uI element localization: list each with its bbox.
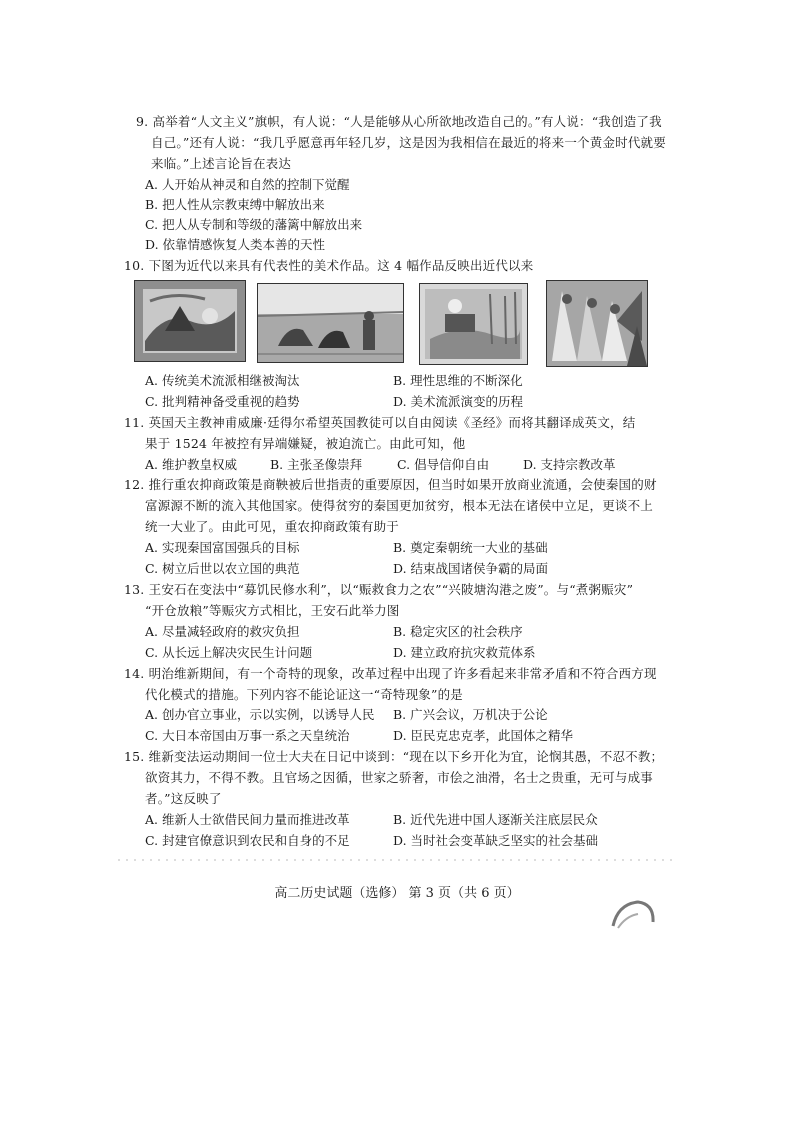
question-15-option-b: B. 近代先进中国人逐渐关注底层民众	[393, 812, 598, 827]
question-9-option-b: B. 把人性从宗教束缚中解放出来	[145, 197, 325, 212]
question-9-stem-line-2: 自己。”还有人说：“我几乎愿意再年轻几岁，这是因为我相信在最近的将来一个黄金时代就要	[151, 135, 666, 150]
question-10-stem: 10. 下图为近代以来具有代表性的美术作品。这 4 幅作品反映出近代以来	[124, 258, 534, 273]
scan-dotted-line	[118, 858, 678, 862]
question-13-option-b: B. 稳定灾区的社会秩序	[393, 624, 523, 639]
question-11-option-c: C. 倡导信仰自由	[397, 457, 490, 472]
artwork-3	[419, 283, 528, 365]
question-11-option-a: A. 维护教皇权威	[145, 457, 237, 472]
question-15-option-a: A. 维新人士欲借民间力量而推进改革	[145, 812, 350, 827]
question-13-option-c: C. 从长远上解决灾民生计问题	[145, 645, 313, 660]
page-footer: 高二历史试题（选修） 第 3 页（共 6 页）	[274, 886, 520, 901]
question-14-option-c: C. 大日本帝国由万事一系之天皇统治	[145, 728, 350, 743]
question-11-option-d: D. 支持宗教改革	[523, 457, 616, 472]
question-12-option-c: C. 树立后世以农立国的典范	[145, 561, 300, 576]
question-10-option-d: D. 美术流派演变的历程	[393, 394, 524, 409]
question-13-stem-line-1: 13. 王安石在变法中“募饥民修水利”，以“赈救食力之农”“兴陂塘沟港之废”。与“煮粥赈灾”	[124, 582, 634, 597]
question-9-option-d: D. 依靠情感恢复人类本善的天性	[145, 237, 326, 252]
question-9-stem-line-3: 来临。”上述言论旨在表达	[151, 156, 292, 171]
question-13-stem-line-2: “开仓放粮”等赈灾方式相比，王安石此举力图	[145, 603, 400, 618]
question-11-stem-line-1: 11. 英国天主教神甫威廉·廷得尔希望英国教徒可以自由阅读《圣经》而将其翻译成英文，结	[124, 415, 636, 430]
question-9-option-c: C. 把人从专制和等级的藩篱中解放出来	[145, 217, 363, 232]
question-12-option-d: D. 结束战国诸侯争霸的局面	[393, 561, 549, 576]
question-15-stem-line-1: 15. 维新变法运动期间一位士大夫在日记中谈到：“现在以下乡开化为宜，论悯其愚，不忍不教；	[124, 749, 664, 764]
question-11-stem-line-2: 果于 1524 年被控有异端嫌疑，被迫流亡。由此可知，他	[145, 436, 466, 451]
question-9-option-a: A. 人开始从神灵和自然的控制下觉醒	[145, 177, 350, 192]
question-14-option-d: D. 臣民克忠克孝，此国体之精华	[393, 728, 574, 743]
question-14-option-a: A. 创办官立事业，示以实例，以诱导人民	[145, 707, 375, 722]
artwork-4	[546, 280, 648, 367]
question-12-stem-line-2: 富源源不断的流入其他国家。使得贫穷的秦国更加贫穷，根本无法在诸侯中立足，更谈不上	[145, 498, 654, 513]
question-12-option-a: A. 实现秦国富国强兵的目标	[145, 540, 300, 555]
question-12-stem-line-3: 统一大业了。由此可见，重农抑商政策有助于	[145, 519, 400, 534]
question-11-option-b: B. 主张圣像崇拜	[270, 457, 363, 472]
question-15-option-d: D. 当时社会变革缺乏坚实的社会基础	[393, 833, 599, 848]
question-14-stem-line-1: 14. 明治维新期间，有一个奇特的现象，改革过程中出现了许多看起来非常矛盾和不符合西方现	[124, 666, 657, 681]
question-12-option-b: B. 奠定秦朝统一大业的基础	[393, 540, 548, 555]
question-9-stem-line-1: 9. 高举着“人文主义”旗帜，有人说：“人是能够从心所欲地改造自己的。”有人说：“我创造了我	[136, 114, 662, 129]
scan-artifact-mark	[608, 896, 658, 942]
question-10-option-b: B. 理性思维的不断深化	[393, 373, 523, 388]
question-13-option-a: A. 尽量减轻政府的救灾负担	[145, 624, 300, 639]
artwork-1	[134, 280, 246, 362]
question-15-stem-line-3: 者。”这反映了	[145, 791, 222, 806]
artwork-2	[257, 283, 404, 363]
question-15-option-c: C. 封建官僚意识到农民和自身的不足	[145, 833, 350, 848]
question-12-stem-line-1: 12. 推行重农抑商政策是商鞅被后世指责的重要原因，但当时如果开放商业流通，会使秦国的财	[124, 477, 657, 492]
question-14-option-b: B. 广兴会议，万机决于公论	[393, 707, 548, 722]
question-10-option-c: C. 批判精神备受重视的趋势	[145, 394, 300, 409]
question-14-stem-line-2: 代化模式的措施。下列内容不能论证这一“奇特现象”的是	[145, 687, 463, 702]
question-10-option-a: A. 传统美术流派相继被淘汰	[145, 373, 300, 388]
question-13-option-d: D. 建立政府抗灾救荒体系	[393, 645, 536, 660]
question-15-stem-line-2: 欲资其力，不得不教。且官场之因循，世家之骄奢，市侩之油滑，名士之贵重，无可与成事	[145, 770, 654, 785]
